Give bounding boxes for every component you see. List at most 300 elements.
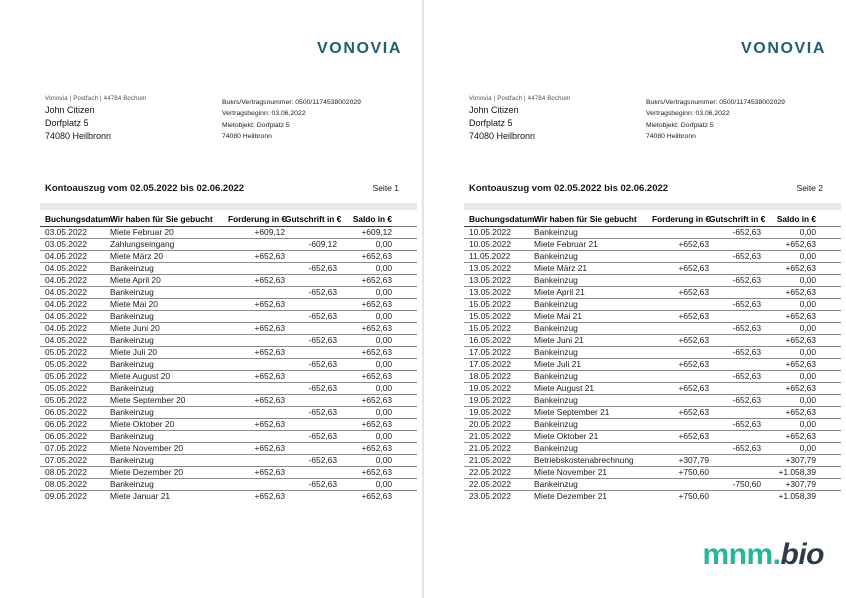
gutschrift-value xyxy=(285,226,337,238)
table-row xyxy=(40,262,417,274)
row-spacer xyxy=(816,262,841,274)
booking-date: 16.05.2022 xyxy=(464,334,532,346)
gutschrift-value xyxy=(285,418,337,430)
table-row xyxy=(464,274,841,286)
forderung-value: +652,63 xyxy=(652,334,709,346)
forderung-value: +750,60 xyxy=(678,491,709,502)
column-header-spacer xyxy=(816,212,841,226)
row-spacer xyxy=(816,418,841,430)
table-row xyxy=(40,394,417,406)
gutschrift-value: -652,63 xyxy=(709,298,761,310)
forderung-value: +652,63 xyxy=(652,238,709,250)
booking-date: 17.05.2022 xyxy=(464,358,532,370)
gutschrift-value xyxy=(709,334,761,346)
table-row xyxy=(464,334,841,346)
forderung-value: +652,63 xyxy=(652,358,709,370)
table-row xyxy=(40,490,417,502)
gutschrift-value: -652,63 xyxy=(709,394,761,406)
forderung-value: +652,63 xyxy=(228,250,285,262)
booking-text: Miete September 21 xyxy=(532,406,652,418)
table-row xyxy=(40,478,417,490)
booking-text: Miete November 21 xyxy=(532,466,652,478)
row-spacer xyxy=(392,490,417,502)
booking-date: 22.05.2022 xyxy=(464,466,532,478)
vonovia-logo: VONOVIA xyxy=(741,40,826,57)
table-row xyxy=(464,418,841,430)
gutschrift-value xyxy=(285,370,337,382)
row-spacer xyxy=(816,442,841,454)
forderung-value xyxy=(652,298,709,310)
gutschrift-value xyxy=(709,310,761,322)
booking-date: 19.05.2022 xyxy=(464,382,532,394)
booking-text: Bankeinzug xyxy=(108,406,228,418)
gutschrift-value xyxy=(285,274,337,286)
forderung-value xyxy=(652,346,709,358)
forderung-value xyxy=(228,358,285,370)
table-top-band xyxy=(464,203,841,210)
recipient-name: John Citizen xyxy=(469,105,519,115)
row-spacer xyxy=(392,250,417,262)
gutschrift-value xyxy=(709,238,761,250)
column-header-forderung: Forderung in € xyxy=(652,212,709,226)
forderung-value xyxy=(652,442,709,454)
booking-date: 04.05.2022 xyxy=(40,334,108,346)
row-spacer xyxy=(816,478,841,490)
booking-date: 06.05.2022 xyxy=(40,418,108,430)
row-spacer xyxy=(816,454,841,466)
forderung-value xyxy=(228,262,285,274)
table-row xyxy=(464,454,841,466)
booking-text: Zahlungseingang xyxy=(108,238,228,250)
table-row xyxy=(464,430,841,442)
contract-number: Bukrs/Vertragsnummer: 0500/1174538002029 xyxy=(646,99,785,106)
forderung-value xyxy=(228,430,285,442)
forderung-value xyxy=(652,418,709,430)
forderung-value xyxy=(652,226,709,238)
forderung-value xyxy=(652,478,709,490)
booking-date: 17.05.2022 xyxy=(464,346,532,358)
transactions-table-wrap xyxy=(464,203,841,502)
booking-text: Bankeinzug xyxy=(532,274,652,286)
saldo-value: 0,00 xyxy=(761,298,816,310)
gutschrift-value: -652,63 xyxy=(285,358,337,370)
gutschrift-value: -652,63 xyxy=(709,250,761,262)
column-header-spacer xyxy=(392,212,417,226)
table-header-row xyxy=(464,212,841,226)
booking-text: Bankeinzug xyxy=(532,250,652,262)
forderung-value xyxy=(228,334,285,346)
booking-text: Bankeinzug xyxy=(532,478,652,490)
forderung-value: +652,63 xyxy=(228,298,285,310)
row-spacer xyxy=(392,334,417,346)
forderung-value: +609,12 xyxy=(228,226,285,238)
booking-date: 19.05.2022 xyxy=(464,394,532,406)
watermark-suffix: bio xyxy=(780,538,824,571)
saldo-value: 0,00 xyxy=(761,370,816,382)
booking-text: Bankeinzug xyxy=(532,418,652,430)
table-top-band xyxy=(40,203,417,210)
gutschrift-value xyxy=(709,358,761,370)
row-spacer xyxy=(816,274,841,286)
saldo-value: +652,63 xyxy=(761,310,816,322)
table-row xyxy=(40,310,417,322)
booking-date: 10.05.2022 xyxy=(464,226,532,238)
table-header-row xyxy=(40,212,417,226)
recipient-city: 74080 Heilbronn xyxy=(469,131,536,141)
transactions-table-wrap xyxy=(40,203,417,502)
saldo-value: +652,63 xyxy=(761,406,816,418)
row-spacer xyxy=(392,274,417,286)
saldo-value: 0,00 xyxy=(761,442,816,454)
booking-text: Bankeinzug xyxy=(532,346,652,358)
saldo-value: +652,63 xyxy=(761,382,816,394)
recipient-address-block xyxy=(469,104,535,143)
table-row xyxy=(40,418,417,430)
booking-text: Bankeinzug xyxy=(532,370,652,382)
forderung-value xyxy=(228,454,285,466)
booking-text: Bankeinzug xyxy=(108,430,228,442)
saldo-value: +1.058,39 xyxy=(761,466,816,478)
saldo-value: 0,00 xyxy=(337,454,392,466)
row-spacer xyxy=(392,382,417,394)
gutschrift-value xyxy=(709,406,761,418)
booking-date: 03.05.2022 xyxy=(40,226,108,238)
booking-text: Bankeinzug xyxy=(108,478,228,490)
saldo-value: +652,63 xyxy=(337,466,392,478)
row-spacer xyxy=(816,334,841,346)
row-spacer xyxy=(392,394,417,406)
column-header-buchungstext: Wir haben für Sie gebucht xyxy=(108,212,228,226)
contract-info-block xyxy=(646,97,785,143)
booking-date: 04.05.2022 xyxy=(40,262,108,274)
column-header-buchungsdatum: Buchungsdatum xyxy=(40,212,108,226)
forderung-value: +652,63 xyxy=(652,310,709,322)
row-spacer xyxy=(392,310,417,322)
column-header-buchungstext: Wir haben für Sie gebucht xyxy=(532,212,652,226)
saldo-value: 0,00 xyxy=(761,250,816,262)
gutschrift-value xyxy=(285,442,337,454)
row-spacer xyxy=(816,298,841,310)
forderung-value xyxy=(652,370,709,382)
saldo-value: 0,00 xyxy=(337,358,392,370)
gutschrift-value: -609,12 xyxy=(285,238,337,250)
forderung-value: +652,63 xyxy=(652,382,709,394)
table-row xyxy=(464,490,841,502)
saldo-value: +652,63 xyxy=(337,322,392,334)
gutschrift-value: -750,60 xyxy=(709,478,761,490)
table-row xyxy=(464,322,841,334)
booking-date: 23.05.2022 xyxy=(469,491,511,502)
booking-text: Miete Mai 20 xyxy=(108,298,228,310)
booking-text: Miete Oktober 20 xyxy=(108,418,228,430)
forderung-value xyxy=(228,406,285,418)
watermark-prefix: mnm. xyxy=(702,538,781,571)
booking-date: 06.05.2022 xyxy=(40,406,108,418)
booking-text: Bankeinzug xyxy=(108,286,228,298)
table-row xyxy=(464,370,841,382)
gutschrift-value xyxy=(709,262,761,274)
table-row xyxy=(40,382,417,394)
row-spacer xyxy=(816,490,841,502)
booking-text: Miete April 21 xyxy=(532,286,652,298)
table-row xyxy=(464,238,841,250)
table-row xyxy=(464,358,841,370)
table-row xyxy=(40,238,417,250)
forderung-value xyxy=(652,394,709,406)
booking-date: 21.05.2022 xyxy=(464,454,532,466)
saldo-value: 0,00 xyxy=(761,322,816,334)
booking-text: Miete März 20 xyxy=(108,250,228,262)
booking-date: 04.05.2022 xyxy=(40,286,108,298)
saldo-value: +652,63 xyxy=(337,274,392,286)
table-row xyxy=(464,442,841,454)
booking-date: 04.05.2022 xyxy=(40,274,108,286)
row-spacer xyxy=(816,466,841,478)
contract-start: Vertragsbeginn: 03.06.2022 xyxy=(222,110,306,118)
row-spacer xyxy=(392,262,417,274)
saldo-value: +652,63 xyxy=(761,286,816,298)
booking-text: Bankeinzug xyxy=(108,334,228,346)
booking-text: Miete Juli 21 xyxy=(532,358,652,370)
row-spacer xyxy=(392,370,417,382)
table-row xyxy=(40,274,417,286)
gutschrift-value xyxy=(709,382,761,394)
gutschrift-value xyxy=(285,346,337,358)
booking-text: Miete Juni 21 xyxy=(532,334,652,346)
recipient-city: 74080 Heilbronn xyxy=(45,131,112,141)
booking-text: Miete November 20 xyxy=(108,442,228,454)
saldo-value: 0,00 xyxy=(337,430,392,442)
booking-date: 21.05.2022 xyxy=(464,442,532,454)
saldo-value: +652,63 xyxy=(337,346,392,358)
forderung-value: +652,63 xyxy=(228,442,285,454)
saldo-value: 0,00 xyxy=(761,394,816,406)
forderung-value: +652,63 xyxy=(228,466,285,478)
table-row xyxy=(464,406,841,418)
forderung-value xyxy=(228,382,285,394)
gutschrift-value: -652,63 xyxy=(285,262,337,274)
booking-text: Miete Januar 21 xyxy=(110,491,171,502)
saldo-value: +652,63 xyxy=(337,250,392,262)
title-row xyxy=(40,183,417,194)
row-spacer xyxy=(816,322,841,334)
table-row xyxy=(40,442,417,454)
recipient-street: Dorfplatz 5 xyxy=(469,118,513,128)
forderung-value: +652,63 xyxy=(652,262,709,274)
row-spacer xyxy=(816,394,841,406)
gutschrift-value xyxy=(285,466,337,478)
mnm-bio-watermark xyxy=(702,538,824,572)
booking-text: Bankeinzug xyxy=(108,310,228,322)
gutschrift-value: -652,63 xyxy=(285,454,337,466)
row-spacer xyxy=(392,478,417,490)
saldo-value: +652,63 xyxy=(337,298,392,310)
row-spacer xyxy=(392,442,417,454)
booking-text: Bankeinzug xyxy=(532,322,652,334)
booking-date: 20.05.2022 xyxy=(464,418,532,430)
row-spacer xyxy=(816,250,841,262)
booking-date: 13.05.2022 xyxy=(464,262,532,274)
table-row xyxy=(40,226,417,238)
table-row xyxy=(40,466,417,478)
gutschrift-value xyxy=(709,490,761,502)
table-body xyxy=(464,226,841,502)
saldo-value: +1.058,39 xyxy=(778,491,816,502)
booking-text: Miete Juni 20 xyxy=(108,322,228,334)
table-row xyxy=(40,406,417,418)
forderung-value: +652,63 xyxy=(254,491,285,502)
booking-date: 19.05.2022 xyxy=(464,406,532,418)
table-row xyxy=(40,430,417,442)
gutschrift-value: -652,63 xyxy=(285,334,337,346)
booking-date: 04.05.2022 xyxy=(40,322,108,334)
booking-date: 03.05.2022 xyxy=(40,238,108,250)
column-header-buchungsdatum: Buchungsdatum xyxy=(464,212,532,226)
gutschrift-value xyxy=(285,322,337,334)
row-spacer xyxy=(392,298,417,310)
booking-date: 09.05.2022 xyxy=(45,491,87,502)
booking-text: Bankeinzug xyxy=(108,382,228,394)
row-spacer xyxy=(392,346,417,358)
booking-date: 04.05.2022 xyxy=(40,310,108,322)
booking-text: Miete August 20 xyxy=(108,370,228,382)
booking-date: 05.05.2022 xyxy=(40,358,108,370)
recipient-name: John Citizen xyxy=(45,105,95,115)
gutschrift-value: -652,63 xyxy=(709,322,761,334)
booking-date: 15.05.2022 xyxy=(464,322,532,334)
transactions-table xyxy=(464,212,841,502)
booking-text: Miete Dezember 21 xyxy=(534,491,608,502)
booking-text: Miete Juli 20 xyxy=(108,346,228,358)
forderung-value: +652,63 xyxy=(228,394,285,406)
table-row xyxy=(464,382,841,394)
row-spacer xyxy=(392,322,417,334)
table-row xyxy=(40,358,417,370)
forderung-value xyxy=(228,238,285,250)
booking-text: Miete Februar 21 xyxy=(532,238,652,250)
table-row xyxy=(40,454,417,466)
saldo-value: 0,00 xyxy=(337,334,392,346)
row-spacer xyxy=(392,238,417,250)
booking-text: Betriebskostenabrechnung xyxy=(532,454,652,466)
column-header-saldo: Saldo in € xyxy=(761,212,816,226)
saldo-value: 0,00 xyxy=(337,406,392,418)
saldo-value: 0,00 xyxy=(761,274,816,286)
booking-text: Bankeinzug xyxy=(532,298,652,310)
table-row xyxy=(464,310,841,322)
page-divider-line xyxy=(422,0,424,598)
row-spacer xyxy=(816,286,841,298)
row-spacer xyxy=(392,226,417,238)
contract-object: Mietobjekt: Dorfplatz 5 xyxy=(646,121,714,129)
forderung-value: +652,63 xyxy=(228,370,285,382)
page-number-label: Seite 1 xyxy=(372,183,399,193)
gutschrift-value: -652,63 xyxy=(285,406,337,418)
forderung-value: +652,63 xyxy=(228,346,285,358)
gutschrift-value xyxy=(285,394,337,406)
booking-text: Bankeinzug xyxy=(532,226,652,238)
contract-city: 74080 Heilbronn xyxy=(646,133,696,141)
booking-text: Miete September 20 xyxy=(108,394,228,406)
table-row xyxy=(464,478,841,490)
booking-text: Miete Dezember 20 xyxy=(108,466,228,478)
forderung-value xyxy=(652,322,709,334)
saldo-value: 0,00 xyxy=(761,346,816,358)
booking-date: 15.05.2022 xyxy=(464,298,532,310)
column-header-forderung: Forderung in € xyxy=(228,212,285,226)
forderung-value: +652,63 xyxy=(652,430,709,442)
gutschrift-value: -652,63 xyxy=(285,382,337,394)
gutschrift-value xyxy=(709,286,761,298)
booking-date: 04.05.2022 xyxy=(40,298,108,310)
gutschrift-value: -652,63 xyxy=(709,418,761,430)
statement-page-1 xyxy=(0,0,422,598)
table-row xyxy=(40,298,417,310)
booking-date: 05.05.2022 xyxy=(40,382,108,394)
booking-text: Bankeinzug xyxy=(108,262,228,274)
saldo-value: +652,63 xyxy=(337,418,392,430)
gutschrift-value: -652,63 xyxy=(709,226,761,238)
forderung-value: +652,63 xyxy=(228,418,285,430)
forderung-value xyxy=(228,310,285,322)
saldo-value: +652,63 xyxy=(337,394,392,406)
row-spacer xyxy=(392,358,417,370)
saldo-value: +307,79 xyxy=(761,454,816,466)
saldo-value: 0,00 xyxy=(337,262,392,274)
forderung-value: +652,63 xyxy=(652,406,709,418)
forderung-value xyxy=(652,250,709,262)
column-header-saldo: Saldo in € xyxy=(337,212,392,226)
saldo-value: 0,00 xyxy=(337,286,392,298)
gutschrift-value: -652,63 xyxy=(709,442,761,454)
booking-text: Miete April 20 xyxy=(108,274,228,286)
sender-address-line: Vonovia | Postfach | 44784 Bochum xyxy=(45,96,147,102)
title-row xyxy=(464,183,841,194)
recipient-address-block xyxy=(45,104,111,143)
saldo-value: 0,00 xyxy=(337,238,392,250)
gutschrift-value: -652,63 xyxy=(709,274,761,286)
booking-date: 11.05.2022 xyxy=(464,250,532,262)
saldo-value: 0,00 xyxy=(761,226,816,238)
booking-date: 10.05.2022 xyxy=(464,238,532,250)
gutschrift-value xyxy=(709,466,761,478)
gutschrift-value xyxy=(709,454,761,466)
booking-text: Bankeinzug xyxy=(532,442,652,454)
row-spacer xyxy=(816,430,841,442)
forderung-value xyxy=(228,286,285,298)
table-row xyxy=(40,286,417,298)
table-row xyxy=(40,370,417,382)
booking-text: Miete März 21 xyxy=(532,262,652,274)
booking-date: 07.05.2022 xyxy=(40,454,108,466)
table-row xyxy=(464,226,841,238)
booking-text: Bankeinzug xyxy=(108,358,228,370)
column-header-gutschrift: Gutschrift in € xyxy=(709,212,761,226)
contract-number: Bukrs/Vertragsnummer: 0500/1174538002029 xyxy=(222,99,361,106)
booking-date: 21.05.2022 xyxy=(464,430,532,442)
gutschrift-value xyxy=(709,430,761,442)
contract-info-block xyxy=(222,97,361,143)
table-body xyxy=(40,226,417,502)
saldo-value: +652,63 xyxy=(761,334,816,346)
table-row xyxy=(40,250,417,262)
saldo-value: +652,63 xyxy=(761,358,816,370)
forderung-value: +652,63 xyxy=(228,274,285,286)
booking-text: Miete Februar 20 xyxy=(108,226,228,238)
saldo-value: 0,00 xyxy=(337,478,392,490)
booking-date: 18.05.2022 xyxy=(464,370,532,382)
table-row xyxy=(464,466,841,478)
